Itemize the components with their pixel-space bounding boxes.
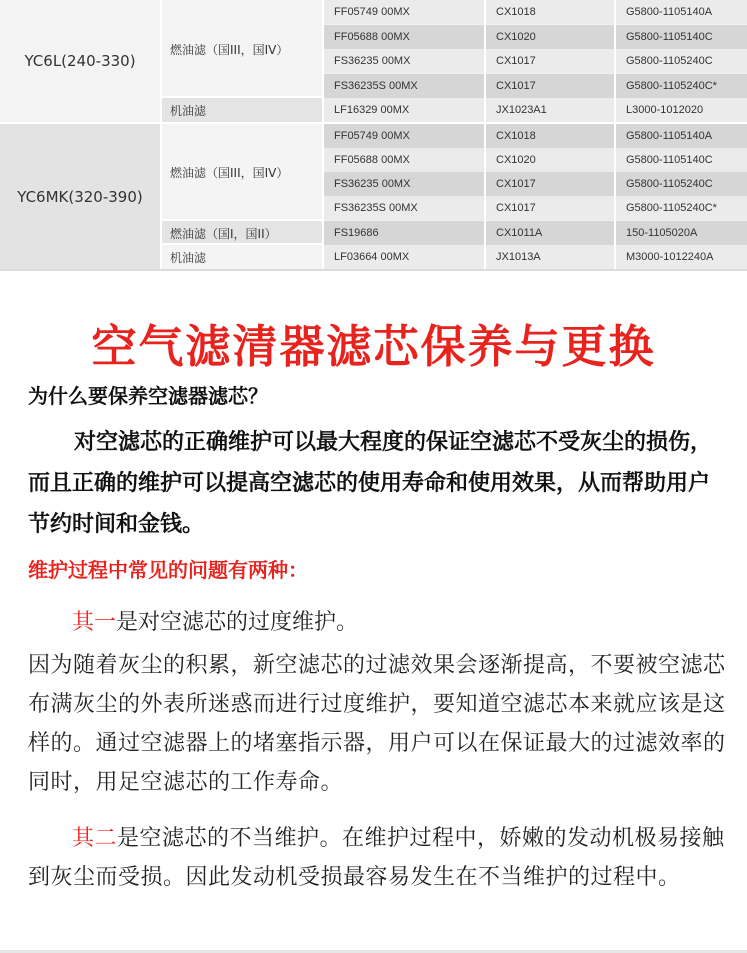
table-row [324, 49, 747, 73]
part-number-cell: FS36235S 00MX [334, 80, 418, 92]
problem-one-text: 是对空滤芯的过度维护。 [116, 610, 359, 635]
intro-text: 对空滤芯的正确维护可以最大程度的保证空滤芯不受灰尘的损伤，而且正确的维护可以提高空滤芯的使用寿命和使用效果，从而帮助用户节约时间和金钱。 [28, 430, 713, 537]
part-number-cell: G5800-1105240C [626, 55, 713, 67]
part-name: 燃油滤（国III，国IV） [170, 42, 289, 57]
problem-two [28, 819, 728, 897]
part-name: 机油滤 [170, 250, 207, 265]
part-number-cell: G5800-1105240C* [626, 80, 717, 92]
part-number-cell: FF05749 00MX [334, 130, 410, 142]
table-divider [614, 0, 616, 269]
problem-two-label: 其二 [72, 826, 118, 851]
part-number-cell: CX1018 [496, 6, 536, 18]
table-row [324, 148, 747, 172]
problem-two-text: 是空滤芯的不当维护。在维护过程中，娇嫩的发动机极易接触到灰尘而受损。因此发动机受损最容易发生在不当维护的过程中。 [28, 826, 725, 890]
model-name: YC6MK(320-390) [17, 187, 143, 206]
part-number-cell: G5800-1105140A [626, 130, 713, 142]
section-question: 为什么要保养空滤器滤芯？ [28, 384, 268, 408]
part-number-cell: CX1018 [496, 130, 536, 142]
problem-one [28, 603, 728, 642]
model-name: YC6L(240-330) [24, 52, 136, 70]
part-number-cell: G5800-1105140A [626, 6, 713, 18]
part-number-cell: LF03664 00MX [334, 251, 410, 263]
part-number-cell: CX1020 [496, 154, 536, 166]
part-number-cell: CX1020 [496, 31, 536, 43]
part-number-cell: 150-1105020A [626, 227, 698, 239]
table-divider [162, 219, 322, 221]
table-row [324, 0, 747, 24]
part-name: 燃油滤（国III，国IV） [170, 165, 289, 180]
part-number-cell: CX1017 [496, 202, 536, 214]
table-divider [160, 0, 162, 269]
table-row [324, 124, 747, 148]
part-number-cell: M3000-1012240A [626, 251, 714, 263]
table-divider [162, 243, 322, 245]
intro-paragraph [28, 422, 728, 545]
table-divider [484, 0, 486, 269]
problem-one-detail: 因为随着灰尘的积累，新空滤芯的过滤效果会逐渐提高，不要被空滤芯布满灰尘的外表所迷惑而进行过度维护，要知道空滤芯本来就应该是这样的。通过空滤器上的堵塞指示器，用户可以在保证最大的过滤效率的同时，用足空滤芯的工作寿命。 [28, 653, 726, 795]
part-number-cell: L3000-1012020 [626, 104, 704, 116]
table-row [324, 221, 747, 245]
part-number-cell: CX1017 [496, 55, 536, 67]
part-number-cell: JX1023A1 [496, 104, 547, 116]
part-number-cell: G5800-1105140C [626, 31, 713, 43]
filter-table [0, 0, 747, 269]
table-row [324, 25, 747, 49]
part-number-cell: CX1017 [496, 80, 536, 92]
part-number-cell: G5800-1105240C [626, 178, 713, 190]
table-divider [322, 0, 324, 269]
table-row [324, 74, 747, 98]
part-number-cell: G5800-1105140C [626, 154, 713, 166]
table-row [324, 196, 747, 220]
part-number-cell: FF05749 00MX [334, 6, 410, 18]
part-number-cell: FF05688 00MX [334, 154, 410, 166]
article-title: 空气滤清器滤芯保养与更换 [91, 320, 656, 373]
part-number-cell: CX1011A [496, 227, 543, 239]
part-number-cell: FF05688 00MX [334, 31, 410, 43]
part-number-cell: FS19686 [334, 227, 379, 239]
table-row [324, 172, 747, 196]
part-name: 燃油滤（国Ⅰ，国II） [162, 221, 322, 245]
part-number-cell: CX1017 [496, 178, 536, 190]
problems-heading: 维护过程中常见的问题有两种： [28, 558, 308, 582]
table-divider [0, 122, 747, 124]
part-number-cell: G5800-1105240C* [626, 202, 717, 214]
table-row [324, 245, 747, 269]
part-number-cell: LF16329 00MX [334, 104, 410, 116]
part-number-cell: FS36235S 00MX [334, 202, 418, 214]
part-number-cell: FS36235 00MX [334, 178, 411, 190]
table-row [324, 98, 747, 122]
table-divider [162, 96, 322, 98]
part-name: 机油滤 [162, 98, 322, 122]
part-number-cell: JX1013A [496, 251, 541, 263]
problem-one-label: 其一 [72, 610, 117, 635]
table-bottom-border [0, 269, 747, 271]
part-number-cell: FS36235 00MX [334, 55, 411, 67]
